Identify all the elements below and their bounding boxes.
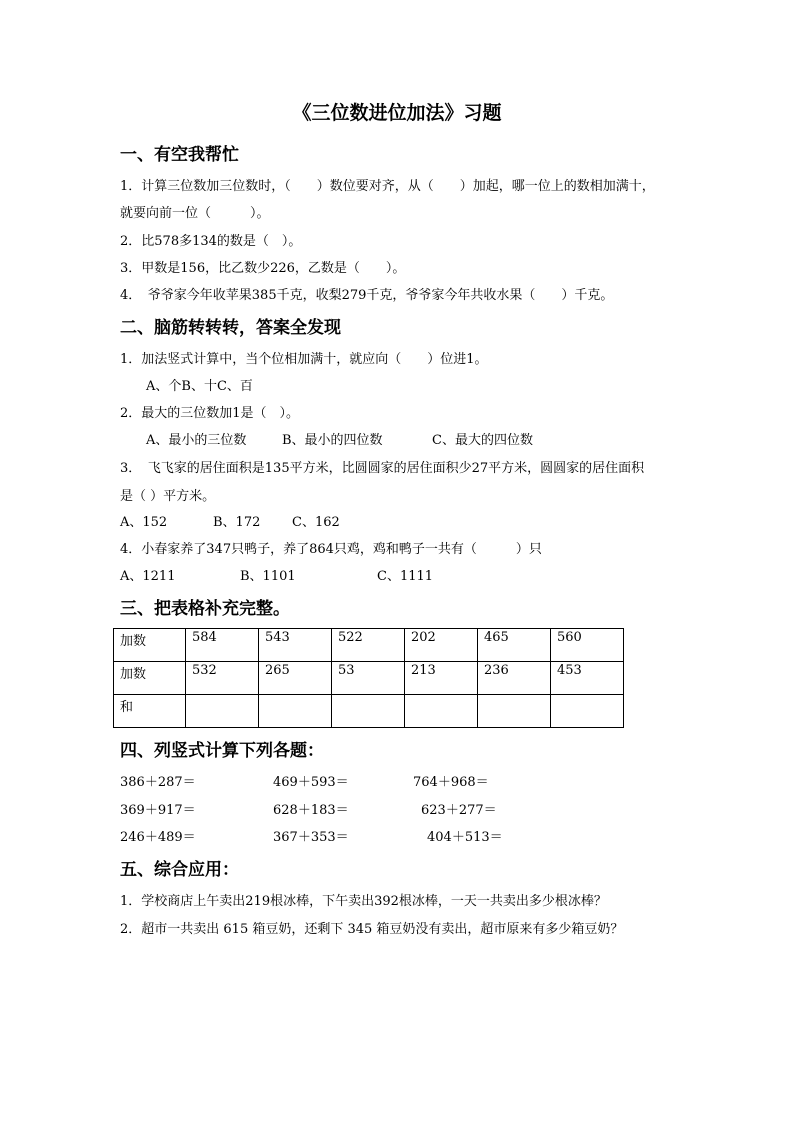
expression: 367＋353＝ xyxy=(273,830,349,845)
table-cell: 53 xyxy=(332,662,405,695)
expression: 386＋287＝ xyxy=(120,775,196,790)
section-3-heading: 三、把表格补充完整。 xyxy=(120,599,290,619)
section-2-question-4-option-b: B、1101 xyxy=(240,569,296,584)
section-2-question-2-option-b: B、最小的四位数 xyxy=(282,433,383,448)
section-1-question-4: 4． 爷爷家今年收苹果385千克，收梨279千克，爷爷家今年共收水果（ ）千克。 xyxy=(120,288,614,303)
expression: 404＋513＝ xyxy=(427,830,503,845)
table-cell: 213 xyxy=(405,662,478,695)
section-2-question-3-option-a: A、152 xyxy=(120,515,168,530)
table-row xyxy=(114,695,624,728)
section-2-question-2-option-a: A、最小的三位数 xyxy=(146,433,247,448)
table-cell-blank xyxy=(259,695,332,728)
table-cell: 584 xyxy=(186,629,259,662)
table-row xyxy=(114,662,624,695)
table-cell: 560 xyxy=(551,629,624,662)
table-cell: 加数 xyxy=(114,662,186,695)
section-4-heading: 四、列竖式计算下列各题： xyxy=(120,741,324,761)
section-2-heading: 二、脑筋转转转，答案全发现 xyxy=(120,318,341,338)
table-row xyxy=(114,629,624,662)
table-cell: 532 xyxy=(186,662,259,695)
section-1-heading: 一、有空我帮忙 xyxy=(120,145,239,165)
table-cell-blank xyxy=(551,695,624,728)
section-1-question-1-line-2: 就要向前一位（ ）。 xyxy=(120,206,270,221)
section-5-question-2: 2．超市一共卖出 615 箱豆奶，还剩下 345 箱豆奶没有卖出，超市原来有多少箱豆奶？ xyxy=(120,922,624,937)
table-cell-blank xyxy=(332,695,405,728)
section-2-question-3-line-1: 3． 飞飞家的居住面积是135平方米，比圆圆家的居住面积少27平方米，圆圆家的居住面积 xyxy=(120,461,645,476)
table-cell-blank xyxy=(186,695,259,728)
table-cell: 522 xyxy=(332,629,405,662)
table-cell: 236 xyxy=(478,662,551,695)
table-cell: 465 xyxy=(478,629,551,662)
table-cell: 和 xyxy=(114,695,186,728)
section-2-question-4-option-a: A、1211 xyxy=(120,569,176,584)
section-2-question-2-option-c: C、最大的四位数 xyxy=(432,433,533,448)
section-2-question-3-option-b: B、172 xyxy=(213,515,261,530)
section-5-question-1: 1．学校商店上午卖出219根冰棒，下午卖出392根冰棒，一天一共卖出多少根冰棒？ xyxy=(120,894,607,909)
section-2-question-4: 4．小春家养了347只鸭子，养了864只鸡，鸡和鸭子一共有（ ）只 xyxy=(120,542,542,557)
expression: 764＋968＝ xyxy=(413,775,489,790)
page-title: 《三位数进位加法》习题 xyxy=(292,102,502,124)
table-cell: 543 xyxy=(259,629,332,662)
section-2-question-4-option-c: C、1111 xyxy=(377,569,434,584)
table-cell: 202 xyxy=(405,629,478,662)
section-1-question-3: 3．甲数是156，比乙数少226，乙数是（ ）。 xyxy=(120,261,406,276)
table-cell-blank xyxy=(478,695,551,728)
section-1-question-1-line-1: 1．计算三位数加三位数时，（ ）数位要对齐，从（ ）加起，哪一位上的数相加满十， xyxy=(120,179,655,194)
table-cell: 265 xyxy=(259,662,332,695)
section-1-question-2: 2．比578多134的数是（ ）。 xyxy=(120,234,302,249)
addition-table xyxy=(113,628,624,728)
expression: 369＋917＝ xyxy=(120,803,196,818)
section-2-question-3-line-2: 是（ ）平方米。 xyxy=(120,489,216,504)
table-cell: 453 xyxy=(551,662,624,695)
section-2-question-1-options: A、个B、十C、百 xyxy=(146,379,253,394)
expression: 628＋183＝ xyxy=(273,803,349,818)
section-2-question-3-option-c: C、162 xyxy=(292,515,340,530)
expression: 623＋277＝ xyxy=(421,803,497,818)
section-2-question-1: 1．加法竖式计算中，当个位相加满十，就应向（ ）位进1。 xyxy=(120,352,488,367)
expression: 246＋489＝ xyxy=(120,830,196,845)
table-cell: 加数 xyxy=(114,629,186,662)
section-2-question-2: 2．最大的三位数加1是（ ）。 xyxy=(120,406,300,421)
section-5-heading: 五、综合应用： xyxy=(120,860,239,880)
expression: 469＋593＝ xyxy=(273,775,349,790)
table-cell-blank xyxy=(405,695,478,728)
